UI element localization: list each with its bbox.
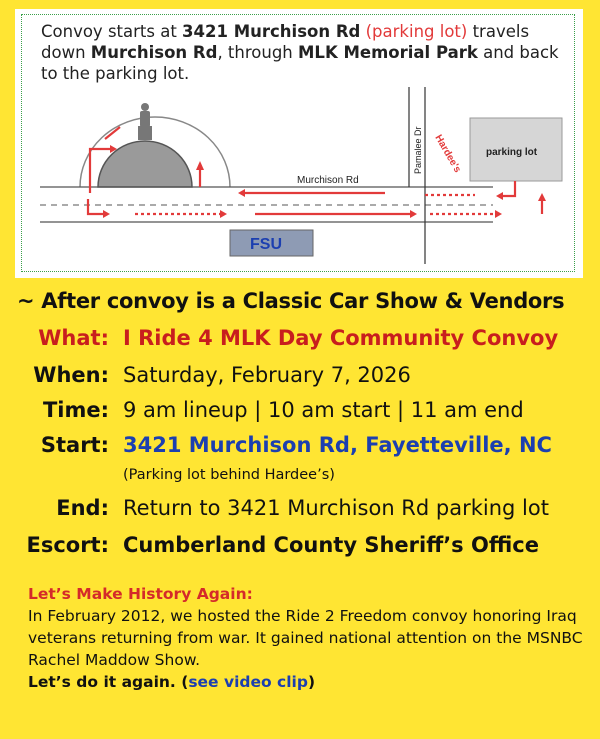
cross-street-label: Pamalee Dr	[413, 126, 423, 174]
time-label: Time:	[42, 398, 109, 422]
fsu-label: FSU	[250, 236, 282, 253]
route-map-panel	[15, 9, 583, 278]
history-section	[28, 583, 588, 693]
video-clip-link[interactable]: see video clip	[188, 673, 308, 691]
time-value: 9 am lineup | 10 am start | 11 am end	[123, 398, 524, 422]
road-label: Murchison Rd	[297, 175, 359, 186]
start-label: Start:	[40, 433, 109, 457]
what-label: What:	[38, 326, 109, 350]
parking-lot-label: parking lot	[486, 147, 538, 158]
history-body: In February 2012, we hosted the Ride 2 Freedom convoy honoring Iraq veterans returning from war. It gained national attention on the MSNBC Rachel Maddow Show.	[28, 607, 583, 669]
start-note: (Parking lot behind Hardee’s)	[123, 467, 335, 483]
statue-icon	[138, 103, 152, 140]
end-value: Return to 3421 Murchison Rd parking lot	[123, 496, 549, 520]
history-cta: Let’s do it again. (see video clip)	[28, 673, 316, 691]
arrow-left-turn	[88, 199, 103, 214]
arrow-lot-exit	[503, 181, 515, 196]
when-label: When:	[33, 363, 109, 387]
escort-label: Escort:	[26, 533, 109, 557]
map-caption: Convoy starts at 3421 Murchison Rd (parking lot) travels down Murchison Rd, through MLK Memorial Park and back to the parking lot.	[41, 22, 559, 83]
route-map-diagram	[15, 9, 583, 278]
history-heading: Let’s Make History Again:	[28, 585, 253, 603]
headline: ~ After convoy is a Classic Car Show & Vendors	[17, 289, 565, 313]
end-label: End:	[56, 496, 109, 520]
when-value: Saturday, February 7, 2026	[123, 363, 411, 387]
escort-value: Cumberland County Sheriff’s Office	[123, 533, 539, 557]
start-value: 3421 Murchison Rd, Fayetteville, NC	[123, 433, 552, 457]
what-value: I Ride 4 MLK Day Community Convoy	[123, 326, 559, 350]
hardees-label: Hardee's	[432, 133, 463, 175]
